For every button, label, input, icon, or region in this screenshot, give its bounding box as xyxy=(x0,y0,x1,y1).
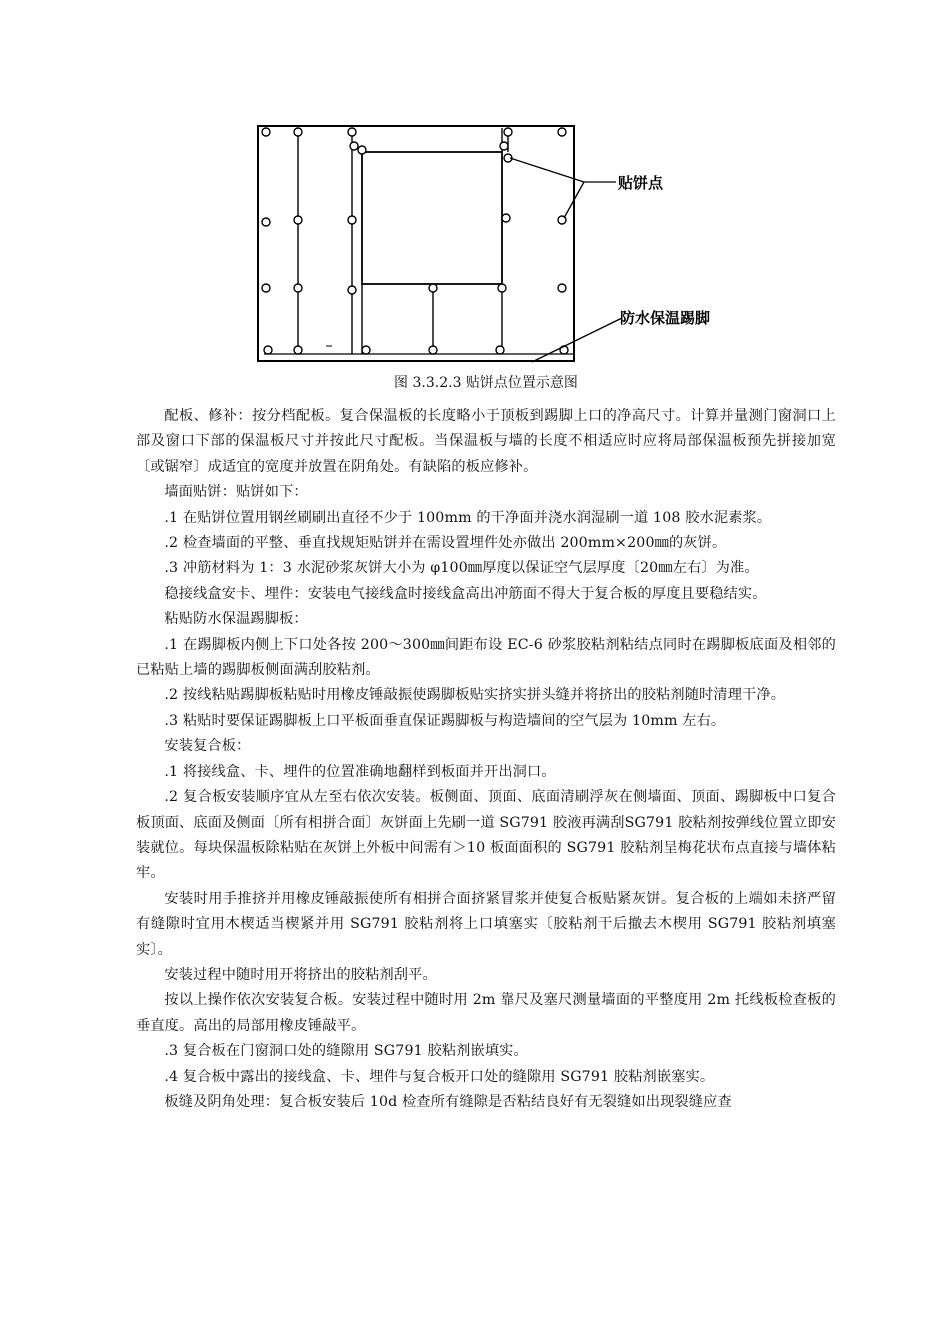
wall-outline xyxy=(258,126,574,361)
paragraph: .3 复合板在门窗洞口处的缝隙用 SG791 胶粘剂嵌填实。 xyxy=(164,1043,528,1060)
window-opening xyxy=(362,152,502,284)
paragraph: 配板、修补：按分档配板。复合保温板的长度略小于顶板到踢脚上口的净高尺寸。计算并量测门窗洞口上部及窗口下部的保温板尺寸并按此尺寸配板。当保温板与墙的长度不相适应时应将局部保温板预先拼接加宽〔或锯窄〕成适宜的宽度并放置在阴角处。有缺陷的板应修补。 xyxy=(136,408,836,475)
paragraph: 板缝及阴角处理：复合板安装后 10d 检查所有缝隙是否粘结良好有无裂缝如出现裂缝应查 xyxy=(164,1093,732,1110)
paragraph: 粘贴防水保温踢脚板： xyxy=(164,611,308,628)
paragraph: .2 复合板安装顺序宜从左至右依次安装。板侧面、顶面、底面清刷浮灰在侧墙面、顶面、踢脚板中口复合板顶面、底面及侧面〔所有相拼合面〕灰饼面上先刷一道 SG791 胶液再满刮SG791 胶粘剂按弹线位置立即安装就位。每块保温板除粘贴在灰饼上外板中间需有＞10 板面面积的 SG791 胶粘剂呈梅花状布点直接与墙体粘牢。 xyxy=(136,789,836,882)
figure-caption: 图 3.3.2.3 贴饼点位置示意图 xyxy=(394,375,578,391)
paragraph: .4 复合板中露出的接线盒、卡、埋件与复合板开口处的缝隙用 SG791 胶粘剂嵌塞实。 xyxy=(164,1068,715,1085)
paragraph: .3 冲筋材料为 1：3 水泥砂浆灰饼大小为 φ100㎜厚度以保证空气层厚度〔20㎜左右〕为准。 xyxy=(164,560,759,577)
paragraph: 安装时用手推挤并用橡皮锤敲振使所有相拼合面挤紧冒浆并使复合板贴紧灰饼。复合板的上端如未挤严留有缝隙时宜用木楔适当楔紧并用 SG791 胶粘剂将上口填塞实〔胶粘剂干后撤去木楔用 SG791 胶粘剂填塞实〕。 xyxy=(136,890,836,958)
label-paste-points: 贴饼点 xyxy=(618,174,664,192)
paragraph: 稳接线盒安卡、埋件：安装电气接线盒时接线盒高出冲筋面不得大于复合板的厚度且要稳结实。 xyxy=(164,585,767,602)
body-text xyxy=(136,404,836,1115)
paragraph: 按以上操作依次安装复合板。安装过程中随时用 2m 靠尺及塞尺测量墙面的平整度用 2m 托线板检查板的垂直度。高出的局部用橡皮锤敲平。 xyxy=(136,992,836,1034)
figure-paste-points xyxy=(250,118,730,373)
paragraph: 墙面贴饼：贴饼如下： xyxy=(164,484,308,501)
paragraph: .2 按线粘贴踢脚板粘贴时用橡皮锤敲振使踢脚板贴实挤实拼头缝并将挤出的胶粘剂随时清理干净。 xyxy=(164,687,786,704)
leader-line-points-1 xyxy=(510,158,584,182)
paragraph: 安装过程中随时用开将挤出的胶粘剂刮平。 xyxy=(164,966,437,983)
paragraph: .2 检查墙面的平整、垂直找规矩贴饼并在需设置埋件处亦做出 200mm×200㎜的灰饼。 xyxy=(164,535,727,552)
paragraph: .3 粘贴时要保证踢脚板上口平板面垂直保证踢脚板与构造墙间的空气层为 10mm 左右。 xyxy=(164,712,726,729)
paragraph: 安装复合板： xyxy=(164,738,251,755)
figure-diagram xyxy=(250,118,730,373)
paragraph: .1 在贴饼位置用钢丝刷刷出直径不少于 100mm 的干净面并浇水润湿刷一道 108 胶水泥素浆。 xyxy=(164,509,772,526)
leader-line-baseboard xyxy=(532,318,622,362)
paragraph: .1 将接线盒、卡、埋件的位置准确地翻样到板面并开出洞口。 xyxy=(164,763,556,780)
paragraph: .1 在踢脚板内侧上下口处各按 200～300㎜间距布设 EC-6 砂浆胶粘剂粘结点同时在踢脚板底面及相邻的已粘贴上墙的踢脚板侧面满刮胶粘剂。 xyxy=(136,636,836,679)
label-baseboard: 防水保温踢脚 xyxy=(620,309,711,327)
